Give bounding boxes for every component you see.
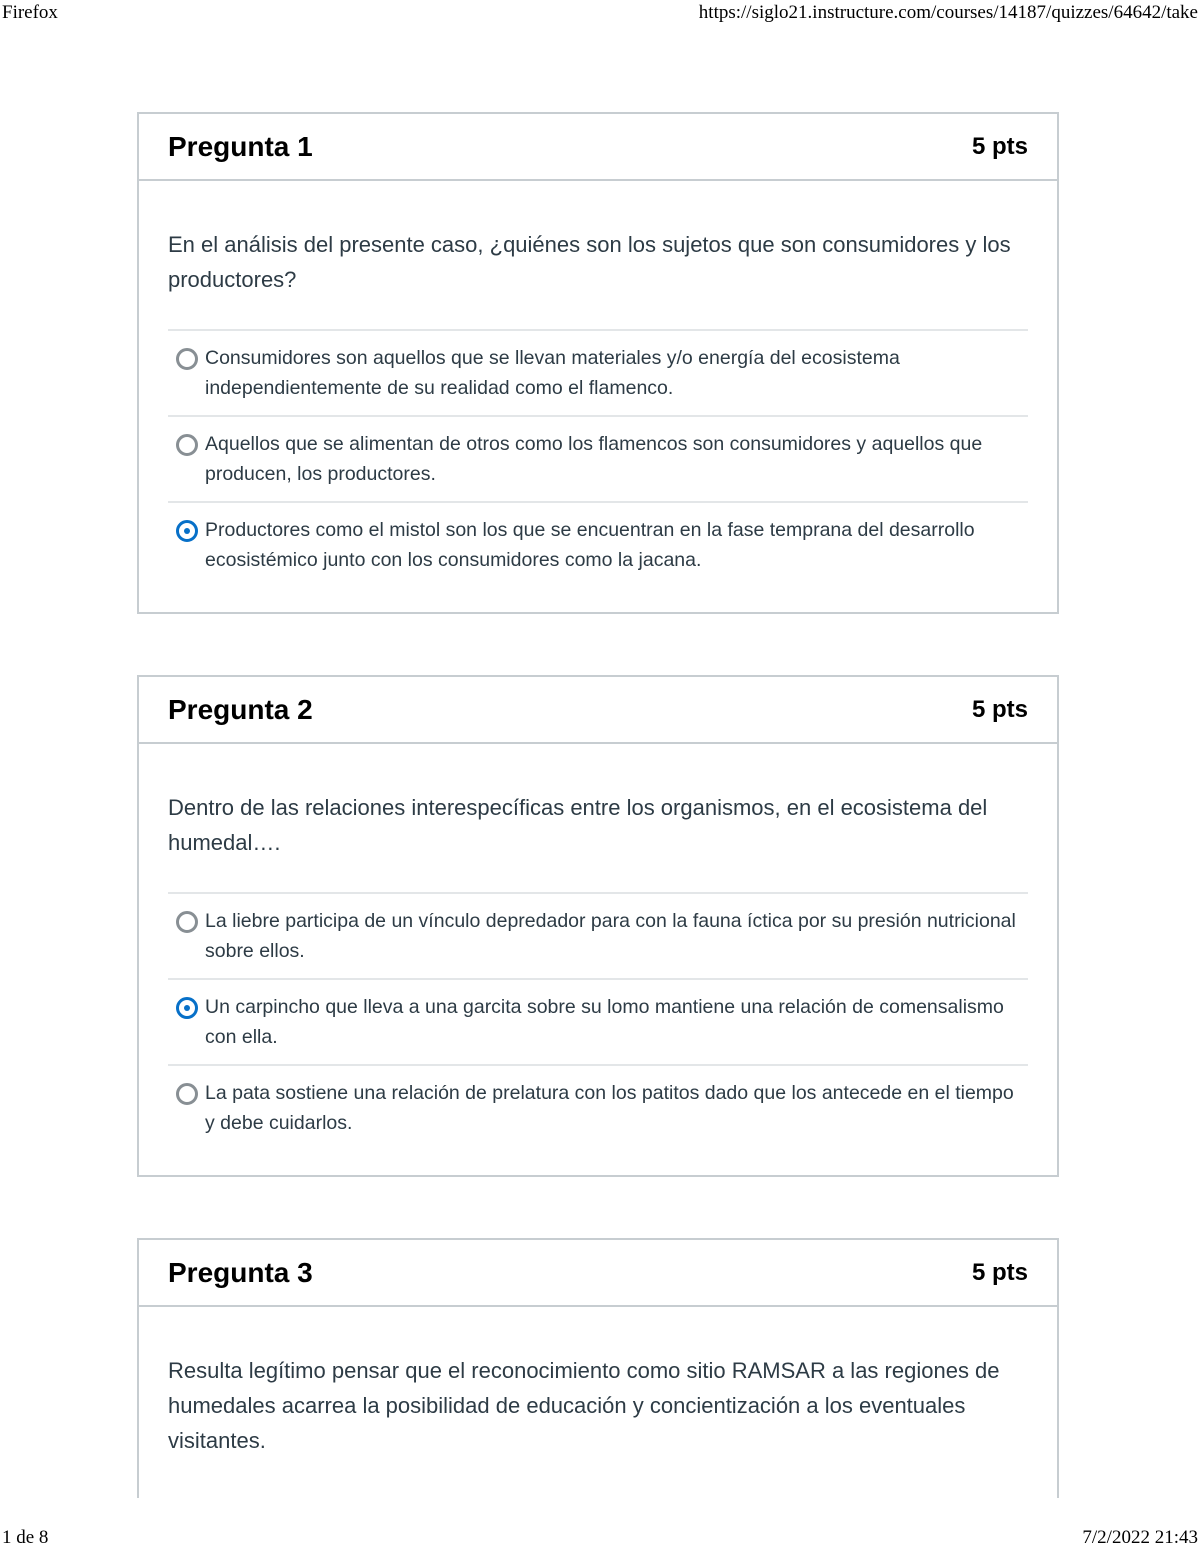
radio-unselected-icon[interactable] [176,348,198,370]
question-body [139,181,1057,587]
answer-option[interactable] [168,1066,1028,1150]
question-title: Pregunta 1 [168,130,313,162]
question-header [139,114,1057,181]
question-card-3 [137,1238,1059,1498]
app-name: Firefox [2,2,58,23]
answer-option[interactable] [168,503,1028,587]
question-header [139,1240,1057,1307]
question-text: En el análisis del presente caso, ¿quiénes son los sujetos que son consumidores y los productores? [168,232,1011,292]
answer-list [168,329,1028,587]
answer-list [168,892,1028,1150]
question-card-2 [137,675,1059,1177]
question-title: Pregunta 3 [168,1256,313,1288]
page-indicator: 1 de 8 [2,1527,49,1548]
answer-label[interactable]: Aquellos que se alimentan de otros como los flamencos son consumidores y aquellos que producen, los productores. [205,433,983,485]
answer-label[interactable]: Un carpincho que lleva a una garcita sobre su lomo mantiene una relación de comensalismo con ella. [205,996,1004,1048]
question-title: Pregunta 2 [168,693,313,725]
page-url: https://siglo21.instructure.com/courses/14187/quizzes/64642/take [698,2,1198,23]
question-body [139,744,1057,1150]
radio-selected-icon[interactable] [176,997,198,1019]
question-text: Resulta legítimo pensar que el reconocimiento como sitio RAMSAR a las regiones de humedales acarrea la posibilidad de educación y concientización a los eventuales visitantes. [168,1358,1000,1453]
answer-label[interactable]: La pata sostiene una relación de prelatura con los patitos dado que los antecede en el tiempo y debe cuidarlos. [205,1082,1014,1134]
radio-unselected-icon[interactable] [176,434,198,456]
answer-option[interactable] [168,894,1028,980]
print-header [0,0,1200,26]
radio-unselected-icon[interactable] [176,1083,198,1105]
question-card-1 [137,112,1059,614]
radio-unselected-icon[interactable] [176,911,198,933]
answer-label[interactable]: Consumidores son aquellos que se llevan materiales y/o energía del ecosistema independientemente de su realidad como el flamenco. [205,347,900,399]
answer-label[interactable]: La liebre participa de un vínculo depredador para con la fauna íctica por su presión nutricional sobre ellos. [205,910,1016,962]
print-footer [0,1527,1200,1553]
radio-selected-icon[interactable] [176,520,198,542]
answer-option[interactable] [168,331,1028,417]
question-points: 5 pts [971,1258,1028,1286]
question-points: 5 pts [971,132,1028,160]
question-text: Dentro de las relaciones interespecíficas entre los organismos, en el ecosistema del humedal…. [168,795,988,855]
question-points: 5 pts [971,695,1028,723]
answer-option[interactable] [168,980,1028,1066]
answer-label[interactable]: Productores como el mistol son los que se encuentran en la fase temprana del desarrollo ecosistémico junto con los consumidores como la jacana. [205,519,975,571]
question-header [139,677,1057,744]
print-datetime: 7/2/2022 21:43 [1082,1527,1198,1548]
answer-option[interactable] [168,417,1028,503]
question-body [139,1307,1057,1458]
